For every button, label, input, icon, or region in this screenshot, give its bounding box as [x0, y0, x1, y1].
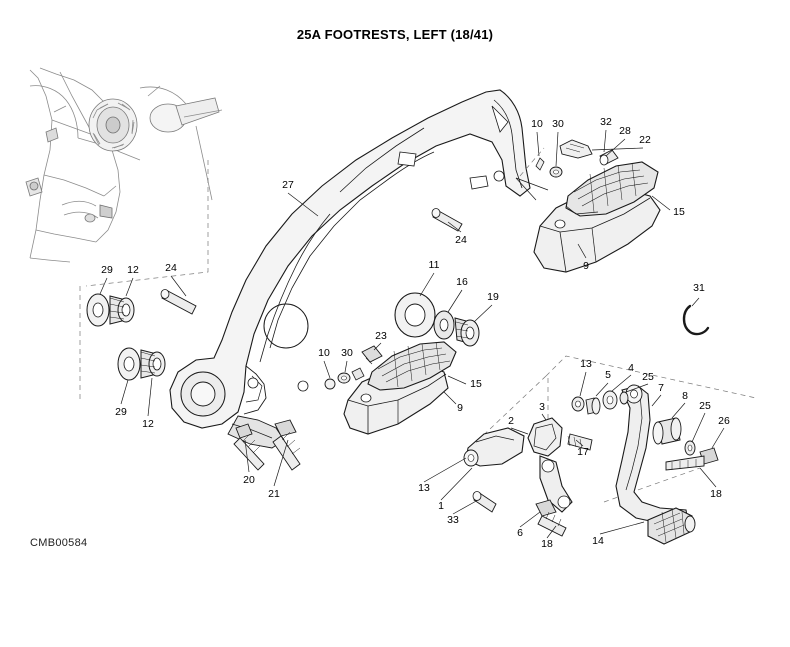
callout-number-28: 28: [619, 125, 631, 137]
callout-number-27: 27: [282, 179, 294, 191]
callout-number-25: 25: [699, 400, 711, 412]
part-8-25-26-18-spacer-bolt: [653, 418, 718, 470]
callout-number-4: 4: [628, 362, 634, 374]
part-group-29-12-lower: [118, 348, 165, 380]
callout-number-30: 30: [341, 347, 353, 359]
part-24-pin-upper: [432, 209, 462, 232]
callout-number-7: 7: [658, 382, 664, 394]
callout-number-10: 10: [318, 347, 330, 359]
callout-number-6: 6: [517, 527, 523, 539]
callout-number-9: 9: [457, 402, 463, 414]
callout-number-15: 15: [673, 206, 685, 218]
callout-number-10: 10: [531, 118, 543, 130]
callout-number-23: 23: [375, 330, 387, 342]
part-31-clip: [684, 298, 708, 334]
part-24-pin-left: [161, 290, 196, 315]
callout-number-19: 19: [487, 291, 499, 303]
callout-number-9: 9: [583, 260, 589, 272]
callout-number-24: 24: [455, 234, 467, 246]
callout-number-1: 1: [438, 500, 444, 512]
callout-number-13: 13: [580, 358, 592, 370]
callout-number-25: 25: [642, 371, 654, 383]
callout-number-18: 18: [710, 488, 722, 500]
callout-number-18: 18: [541, 538, 553, 550]
callout-number-33: 33: [447, 514, 459, 526]
callout-number-31: 31: [693, 282, 705, 294]
callout-number-22: 22: [639, 134, 651, 146]
callout-number-29: 29: [115, 406, 127, 418]
callout-number-21: 21: [268, 488, 280, 500]
part-group-29-12-upper: [87, 294, 134, 326]
part-11-16-19-pivot: [395, 293, 479, 346]
part-1-13-33-pin-assembly: [464, 428, 524, 512]
callout-number-12: 12: [127, 264, 139, 276]
callout-number-20: 20: [243, 474, 255, 486]
callout-number-32: 32: [600, 116, 612, 128]
callout-number-14: 14: [592, 535, 604, 547]
callout-number-13: 13: [418, 482, 430, 494]
callout-number-2: 2: [508, 415, 514, 427]
part-27-footrest-bracket: [170, 90, 530, 448]
page-title: 25A FOOTRESTS, LEFT (18/41): [296, 27, 494, 42]
callout-number-16: 16: [456, 276, 468, 288]
callout-number-12: 12: [142, 418, 154, 430]
callout-number-15: 15: [470, 378, 482, 390]
callout-number-29: 29: [101, 264, 113, 276]
callout-number-5: 5: [605, 369, 611, 381]
callout-number-24: 24: [165, 262, 177, 274]
motorcycle-frame-context: [26, 68, 222, 262]
callout-number-3: 3: [539, 401, 545, 413]
part-2-3-17-link: [528, 418, 592, 512]
callout-number-11: 11: [428, 259, 440, 271]
drawing-code: CMB00584: [30, 537, 88, 549]
callout-number-8: 8: [682, 390, 688, 402]
callout-number-26: 26: [718, 415, 730, 427]
callout-number-30: 30: [552, 118, 564, 130]
callout-number-17: 17: [577, 446, 589, 458]
